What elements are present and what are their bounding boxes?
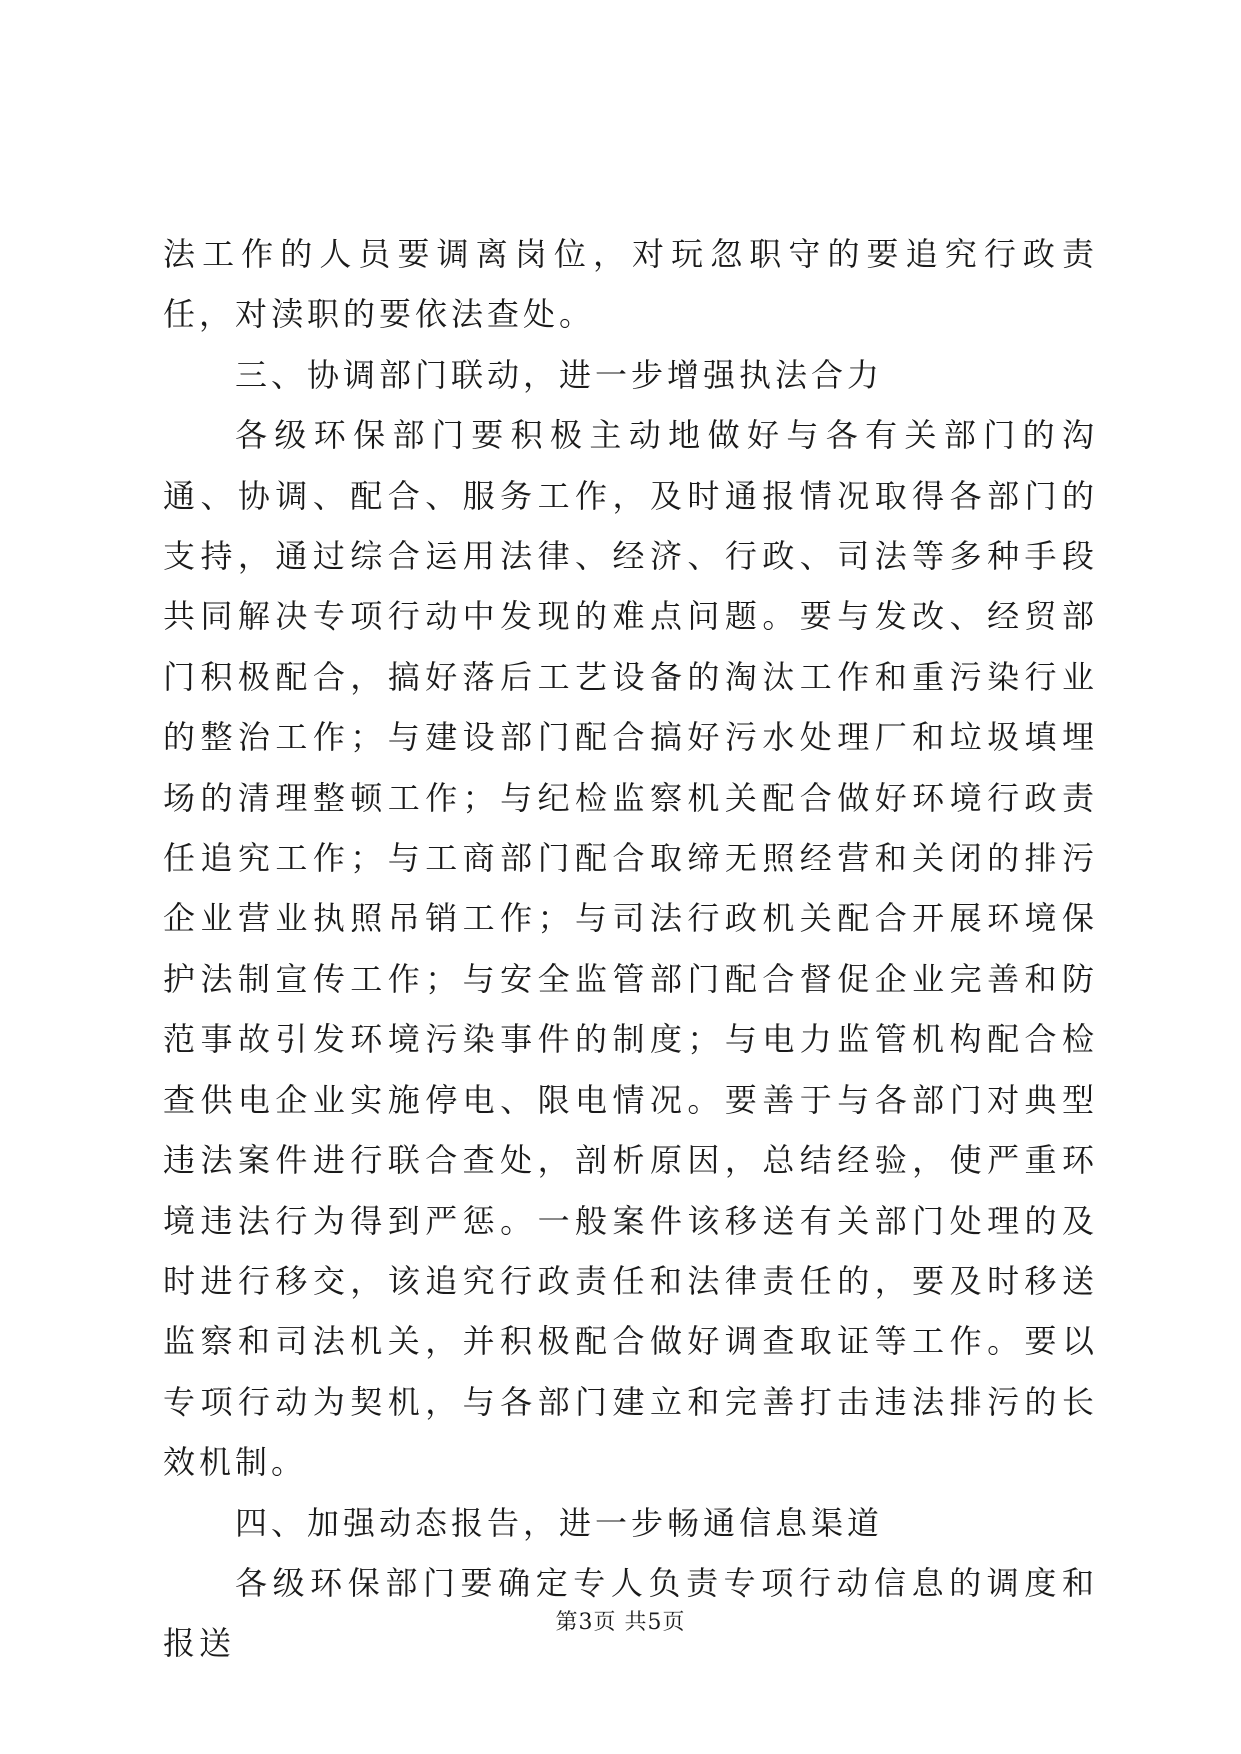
- page-number-footer: 第3页 共5页: [555, 1610, 686, 1635]
- paragraph-section-4-body: 各级环保部门要确定专人负责专项行动信息的调度和报送: [163, 1563, 1098, 1663]
- section-heading-4: 四、加强动态报告，进一步畅通信息渠道: [235, 1503, 884, 1542]
- section-heading-3: 三、协调部门联动，进一步增强执法合力: [235, 355, 884, 394]
- document-body: [163, 224, 1098, 1674]
- paragraph-section-3-body: 各级环保部门要积极主动地做好与各有关部门的沟通、协调、配合、服务工作，及时通报情况取得各部门的支持，通过综合运用法律、经济、行政、司法等多种手段共同解决专项行动中发现的难点问题。要与发改、经贸部门积极配合，搞好落后工艺设备的淘汰工作和重污染行业的整治工作；与建设部门配合搞好污水处理厂和垃圾填埋场的清理整顿工作；与纪检监察机关配合做好环境行政责任追究工作；与工商部门配合取缔无照经营和关闭的排污企业营业执照吊销工作；与司法行政机关配合开展环境保护法制宣传工作；与安全监管部门配合督促企业完善和防范事故引发环境污染事件的制度；与电力监管机构配合检查供电企业实施停电、限电情况。要善于与各部门对典型违法案件进行联合查处，剖析原因，总结经验，使严重环境违法行为得到严惩。一般案件该移送有关部门处理的及时进行移交，该追究行政责任和法律责任的，要及时移送监察和司法机关，并积极配合做好调查取证等工作。要以专项行动为契机，与各部门建立和完善打击违法排污的长效机制。: [163, 416, 1098, 1482]
- paragraph-continuation: 法工作的人员要调离岗位，对玩忽职守的要追究行政责任，对渎职的要依法查处。: [163, 235, 1098, 334]
